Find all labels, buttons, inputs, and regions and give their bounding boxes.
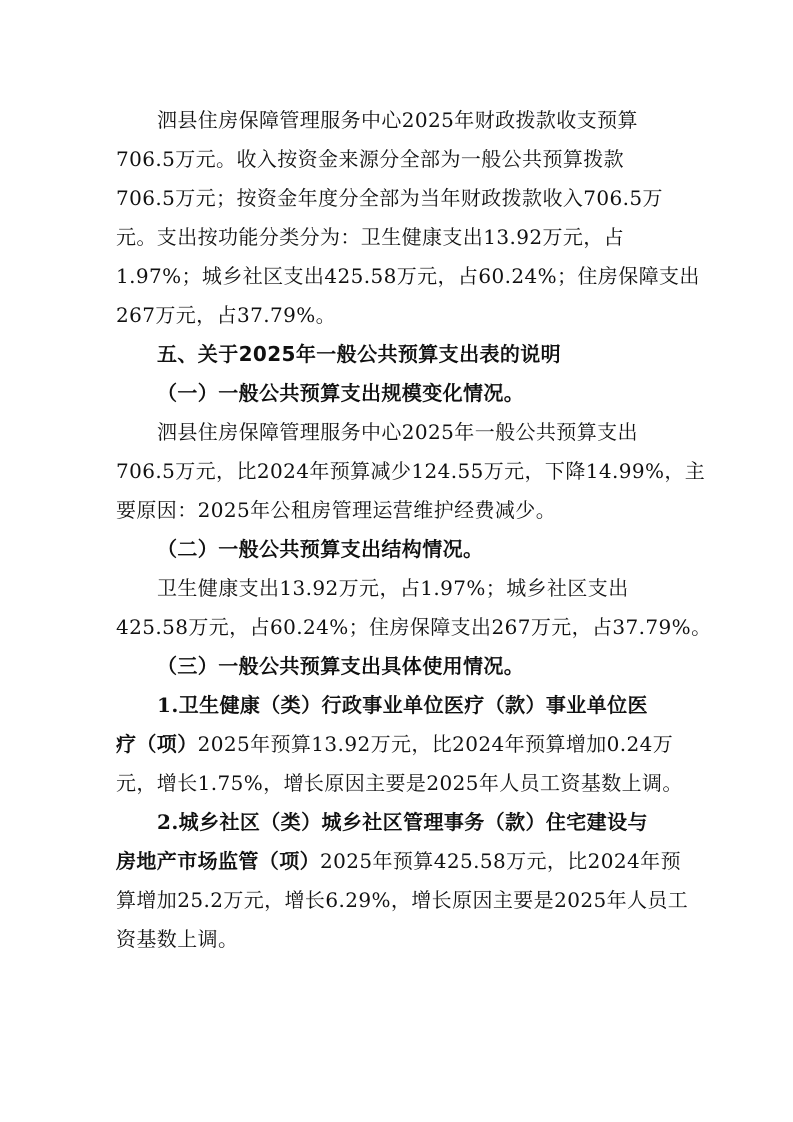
- subheading-3: （三）一般公共预算支出具体使用情况。: [157, 654, 525, 678]
- item-1-title-tail: 疗（项）: [116, 732, 198, 756]
- item-2-line-3: 算增加25.2万元，增长6.29%，增长原因主要是2025年人员工: [116, 888, 689, 912]
- item-1-text: 2025年预算13.92万元，比2024年预算增加0.24万: [197, 732, 674, 756]
- subheading-2: （二）一般公共预算支出结构情况。: [157, 537, 484, 561]
- item-1-line-2: [116, 730, 673, 758]
- paragraph-2-line-3: 要原因：2025年公租房管理运营维护经费减少。: [116, 498, 557, 522]
- paragraph-1-line-4: 元。支出按功能分类分为：卫生健康支出13.92万元，占: [116, 225, 625, 249]
- item-1-line-1: 1.卫生健康（类）行政事业单位医疗（款）事业单位医: [157, 693, 648, 717]
- subheading-1: （一）一般公共预算支出规模变化情况。: [157, 381, 525, 405]
- paragraph-1-line-1: 泗县住房保障管理服务中心2025年财政拨款收支预算: [157, 108, 638, 132]
- section-5-heading: 五、关于2025年一般公共预算支出表的说明: [157, 342, 562, 366]
- item-2-text: 2025年预算425.58万元，比2024年预: [320, 849, 681, 873]
- paragraph-1-line-5: 1.97%；城乡社区支出425.58万元，占60.24%；住房保障支出: [116, 264, 700, 288]
- item-2-line-1: 2.城乡社区（类）城乡社区管理事务（款）住宅建设与: [157, 810, 648, 834]
- paragraph-2-line-1: 泗县住房保障管理服务中心2025年一般公共预算支出: [157, 420, 638, 444]
- paragraph-2-line-2: 706.5万元，比2024年预算减少124.55万元，下降14.99%，主: [116, 459, 706, 483]
- item-1-line-3: 元，增长1.75%，增长原因主要是2025年人员工资基数上调。: [116, 771, 683, 795]
- item-2-line-2: [116, 847, 681, 875]
- item-2-title-tail: 房地产市场监管（项）: [116, 849, 320, 873]
- paragraph-1-line-3: 706.5万元；按资金年度分全部为当年财政拨款收入706.5万: [116, 186, 663, 210]
- item-2-line-4: 资基数上调。: [116, 927, 239, 951]
- paragraph-3-line-2: 425.58万元，占60.24%；住房保障支出267万元，占37.79%。: [116, 615, 712, 639]
- paragraph-3-line-1: 卫生健康支出13.92万元，占1.97%；城乡社区支出: [157, 576, 629, 600]
- paragraph-1-line-2: 706.5万元。收入按资金来源分全部为一般公共预算拨款: [116, 147, 625, 171]
- paragraph-1-line-6: 267万元，占37.79%。: [116, 303, 337, 327]
